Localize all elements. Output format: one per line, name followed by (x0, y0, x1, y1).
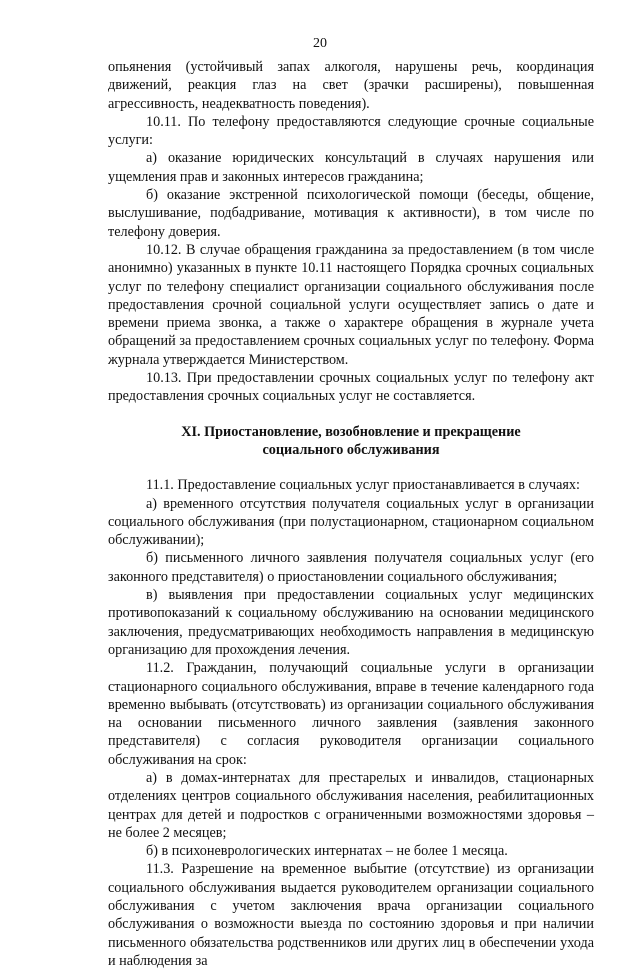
paragraph-11-2-a: а) в домах-интернатах для престарелых и инвалидов, стационарных отделениях центров социального обслуживания населения, реабилитационных центрах для детей и подростков с ограниченными возможностями здоровья – не более 2 месяцев; (108, 769, 594, 841)
paragraph-continuation: опьянения (устойчивый запах алкоголя, нарушены речь, координация движений, реакция глаз на свет (зрачки расширены), повышенная агрессивность, неадекватность поведения). (108, 59, 594, 112)
paragraph-11-2: 11.2. Гражданин, получающий социальные услуги в организации стационарного социального обслуживания, вправе в течение календарного года временно выбывать (отсутствовать) из организации социального обслуживания на основании письменного личного заявления (заявления законного представителя) с согласия руководителя организации социального обслуживания на срок: (108, 660, 594, 768)
document-body (108, 58, 594, 970)
paragraph-10-12: 10.12. В случае обращения гражданина за предоставлением (в том числе анонимно) указанных в пункте 10.11 настоящего Порядка срочных социальных услуг по телефону специалист организации социального обслуживания после предоставления срочной социальной услуги осуществляет запись о дате и времени приема звонка, а также о характере обращения в журнале учета обращений за предоставлением срочных социальных услуг по телефону. Форма журнала утверждается Министерством. (108, 241, 594, 368)
section-heading-line-2: социального обслуживания (262, 441, 440, 458)
paragraph-11-1-b: б) письменного личного заявления получателя социальных услуг (его законного представителя) о приостановлении социального обслуживания; (108, 550, 594, 585)
page-number: 20 (313, 36, 327, 51)
paragraph-11-2-b: б) в психоневрологических интернатах – не более 1 месяца. (146, 843, 508, 860)
paragraph-10-13: 10.13. При предоставлении срочных социальных услуг по телефону акт предоставления срочных социальных услуг не составляется. (108, 370, 594, 405)
paragraph-10-11-a: а) оказание юридических консультаций в случаях нарушения или ущемления прав и законных интересов гражданина; (108, 150, 594, 185)
spacer (108, 406, 594, 423)
paragraph-10-11-b: б) оказание экстренной психологической помощи (беседы, общение, выслушивание, подбадривание, мотивация к активности), в том числе по телефону доверия. (108, 187, 594, 240)
section-heading-line-1: XI. Приостановление, возобновление и прекращение (181, 423, 521, 440)
paragraph-11-1-c: в) выявления при предоставлении социальных услуг медицинских противопоказаний к социальному обслуживанию на основании медицинского заключения, предусматривающих необходимость направления в медицинскую организацию для прохождения лечения. (108, 587, 594, 658)
spacer (108, 459, 594, 476)
paragraph-11-1-a: а) временного отсутствия получателя социальных услуг в организации социального обслуживания (при полустационарном, стационарном социальном обслуживании); (108, 495, 594, 549)
paragraph-11-1: 11.1. Предоставление социальных услуг приостанавливается в случаях: (146, 477, 580, 494)
paragraph-11-3: 11.3. Разрешение на временное выбытие (отсутствие) из организации социального обслуживания выдается руководителем организации социального обслуживания с учетом заключения врача организации социального обслуживания о возможности выезда по состоянию здоровья и при наличии письменного обязательства родственников или других лиц в обеспечении ухода и наблюдения за (108, 861, 594, 969)
paragraph-10-11: 10.11. По телефону предоставляются следующие срочные социальные услуги: (108, 113, 594, 149)
